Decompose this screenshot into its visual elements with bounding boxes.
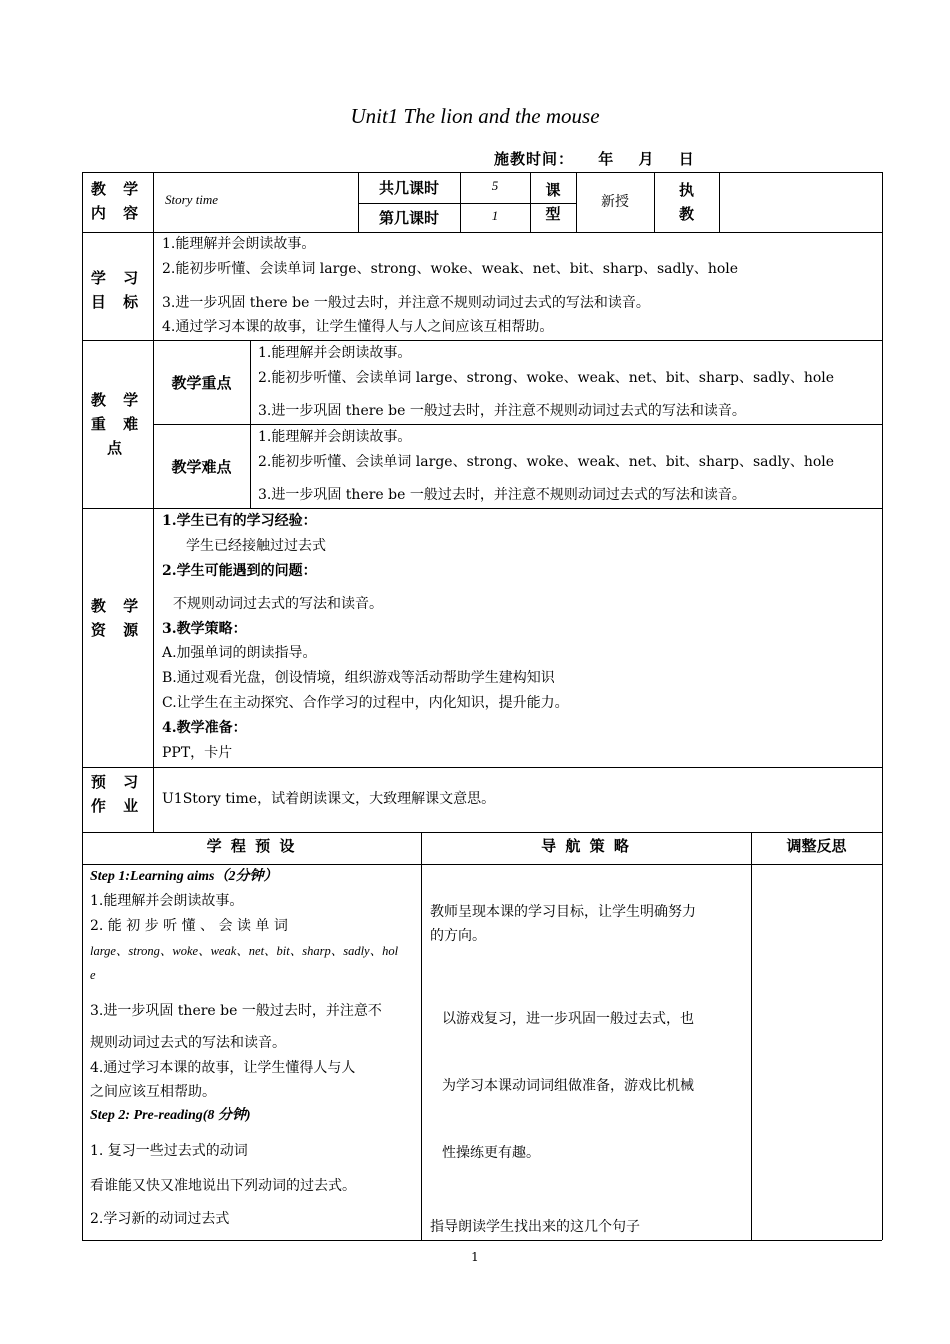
rule (82, 340, 882, 341)
objective-item: 1.能理解并会朗读故事。 (162, 236, 316, 252)
instructor-label: 执 教 (678, 181, 694, 223)
step1-title: Step 1:Learning aims（2分钟） (90, 869, 278, 884)
rule (153, 232, 154, 832)
focus-item: 3.进一步巩固 there be 一般过去时，并注意不规则动词过去式的写法和读音。 (258, 403, 746, 419)
difficulty-item: 1.能理解并会朗读故事。 (258, 429, 412, 445)
step2-item: 2.学习新的动词过去式 (90, 1211, 230, 1227)
date-month: 月 (638, 150, 655, 168)
objective-item: 3.进一步巩固 there be 一般过去时，并注意不规则动词过去式的写法和读音。 (162, 295, 650, 311)
step1-item: 之间应该互相帮助。 (90, 1084, 216, 1100)
homework-value: U1Story time，试着朗读课文，大致理解课文意思。 (162, 791, 496, 807)
content-label: 教 学 内 容 (90, 180, 145, 222)
focus-label: 教学重点 (171, 374, 232, 392)
rule (82, 508, 882, 509)
navigation-text: 性操练更有趣。 (442, 1145, 540, 1161)
strategy-item: C.让学生在主动探究、合作学习的过程中，内化知识，提升能力。 (162, 695, 569, 711)
date-year: 年 (598, 150, 615, 168)
homework-label: 预 习 作 业 (90, 773, 145, 815)
lesson-number-label: 第几课时 (378, 209, 439, 227)
step1-item: e (90, 968, 96, 982)
navigation-text: 指导朗读学生找出来的这几个句子 (430, 1219, 640, 1235)
step1-item: 2. 能 初 步 听 懂 、 会 读 单 词 (90, 918, 288, 934)
total-lessons-label: 共几课时 (378, 179, 439, 197)
resources-text: 不规则动词过去式的写法和读音。 (173, 596, 383, 612)
navigation-text: 的方向。 (430, 928, 486, 944)
rule (250, 340, 251, 508)
strategy-item: B.通过观看光盘，创设情境，组织游戏等活动帮助学生建构知识 (162, 670, 555, 686)
rule (82, 864, 882, 865)
rule (751, 832, 752, 1240)
step2-item: 1. 复习一些过去式的动词 (90, 1143, 248, 1159)
process-column-header: 学 程 预 设 (206, 837, 297, 855)
resources-heading: 3.教学策略： (162, 621, 247, 637)
lesson-type-label: 课 型 (545, 181, 561, 223)
difficulty-item: 3.进一步巩固 there be 一般过去时，并注意不规则动词过去式的写法和读音。 (258, 487, 746, 503)
resources-label: 教 学 资 源 (90, 597, 145, 639)
lesson-number-value: 1 (491, 208, 499, 223)
rule (82, 832, 882, 833)
strategy-item: A.加强单词的朗读指导。 (162, 645, 317, 661)
rule (82, 172, 83, 1240)
content-value: Story time (165, 192, 219, 207)
lesson-type-value: 新授 (601, 194, 629, 210)
step2-item: 看谁能又快又准地说出下列动词的过去式。 (90, 1178, 356, 1194)
rule (82, 232, 882, 233)
total-lessons-value: 5 (491, 178, 499, 193)
key-points-label: 教 学 重 难 点 (90, 391, 145, 457)
resources-heading: 1.学生已有的学习经验： (162, 513, 317, 529)
rule (82, 172, 882, 173)
teaching-date-label: 施教时间： (494, 150, 575, 168)
step2-title: Step 2: Pre-reading(8 分钟) (90, 1108, 251, 1123)
difficulty-item: 2.能初步听懂、会读单词 large、strong、woke、weak、net、bit、sharp、sadly、hole (258, 454, 835, 470)
navigation-text: 以游戏复习，进一步巩固一般过去式，也 (442, 1011, 694, 1027)
resources-heading: 4.教学准备： (162, 720, 247, 736)
navigation-text: 教师呈现本课的学习目标，让学生明确努力 (430, 904, 696, 920)
resources-heading: 2.学生可能遇到的问题： (162, 563, 317, 579)
step1-item: large、strong、woke、weak、net、bit、sharp、sadly、hol (90, 944, 399, 958)
focus-item: 2.能初步听懂、会读单词 large、strong、woke、weak、net、bit、sharp、sadly、hole (258, 370, 835, 386)
rule (153, 424, 882, 425)
reflection-column-header: 调整反思 (786, 837, 847, 855)
rule (82, 1240, 882, 1241)
teaching-date-line (494, 148, 713, 169)
step1-item: 4.通过学习本课的故事，让学生懂得人与人 (90, 1060, 356, 1076)
objectives-label: 学 习 目 标 (90, 269, 145, 311)
difficulty-label: 教学难点 (171, 458, 232, 476)
rule (882, 172, 883, 1240)
navigation-text: 为学习本课动词词组做准备，游戏比机械 (442, 1078, 694, 1094)
date-day: 日 (678, 150, 695, 168)
step1-item: 规则动词过去式的写法和读音。 (90, 1035, 286, 1051)
objective-item: 4.通过学习本课的故事，让学生懂得人与人之间应该互相帮助。 (162, 319, 554, 335)
resources-text: 学生已经接触过过去式 (186, 538, 326, 554)
rule (421, 832, 422, 1240)
objective-item: 2.能初步听懂、会读单词 large、strong、woke、weak、net、bit、sharp、sadly、hole (162, 261, 739, 277)
step1-item: 1.能理解并会朗读故事。 (90, 893, 244, 909)
page-number: 1 (471, 1250, 479, 1264)
rule (719, 172, 720, 232)
resources-text: PPT，卡片 (162, 745, 233, 761)
rule (82, 767, 882, 768)
step1-item: 3.进一步巩固 there be 一般过去时，并注意不 (90, 1003, 382, 1019)
focus-item: 1.能理解并会朗读故事。 (258, 345, 412, 361)
document-title: Unit1 The lion and the mouse (350, 104, 600, 128)
navigation-column-header: 导 航 策 略 (541, 837, 631, 855)
rule (153, 172, 154, 232)
